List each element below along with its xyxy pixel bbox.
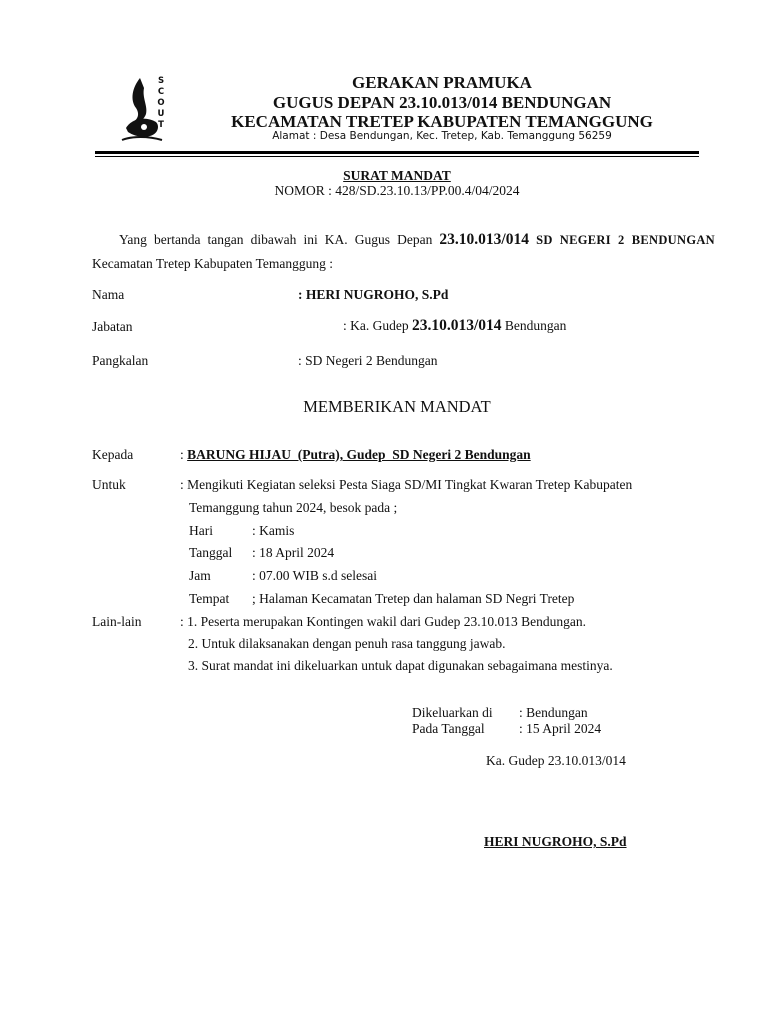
header-rule-thick xyxy=(95,151,699,154)
detail-value: : 07.00 WIB s.d selesai xyxy=(252,568,377,583)
lain-item: : 1. Peserta merupakan Kontingen wakil dari Gudep 23.10.013 Bendungan. xyxy=(180,614,587,629)
intro-suffix: Kecamatan Tretep Kabupaten Temanggung : xyxy=(92,256,333,271)
lain-item: 3. Surat mandat ini dikeluarkan untuk dapat digunakan sebagaimana mestinya. xyxy=(188,658,613,673)
header-gudep: GUGUS DEPAN 23.10.013/014 BENDUNGAN xyxy=(272,93,612,112)
kepada-colon: : xyxy=(180,447,184,462)
detail-label: Tempat xyxy=(189,591,230,606)
issued-date-value: : 15 April 2024 xyxy=(519,721,602,736)
untuk-line1: : Mengikuti Kegiatan seleksi Pesta Siaga SD/MI Tingkat Kwaran Tretep Kabupaten xyxy=(180,477,633,492)
issued-date-label: Pada Tanggal xyxy=(412,721,485,736)
untuk-label: Untuk xyxy=(92,477,126,492)
kepada-value: BARUNG HIJAU (Putra), Gudep SD Negeri 2 Bendungan xyxy=(187,447,531,462)
untuk-line2: Temanggung tahun 2024, besok pada ; xyxy=(189,500,398,515)
issued-place-value: : Bendungan xyxy=(519,705,588,720)
header-rule-thin xyxy=(95,156,699,157)
document-title: SURAT MANDAT xyxy=(343,168,451,183)
intro-paragraph xyxy=(92,228,715,276)
nama-label: Nama xyxy=(92,287,125,302)
issued-place-label: Dikeluarkan di xyxy=(412,705,493,720)
jabatan-value xyxy=(343,317,566,335)
jabatan-suffix: Bendungan xyxy=(504,318,567,333)
nama-value: : HERI NUGROHO, S.Pd xyxy=(298,287,449,302)
scout-logo-text: SCOUT xyxy=(157,76,165,130)
jabatan-gudep: 23.10.013/014 xyxy=(411,317,502,334)
intro-school: SD NEGERI 2 BENDUNGAN xyxy=(536,233,716,247)
signer-title: Ka. Gudep 23.10.013/014 xyxy=(486,753,626,768)
lain-item: 2. Untuk dilaksanakan dengan penuh rasa tanggung jawab. xyxy=(188,636,506,651)
intro-prefix: Yang bertanda tangan dibawah ini KA. Gugus Depan xyxy=(119,232,433,247)
detail-value: : 18 April 2024 xyxy=(252,545,335,560)
document-number: NOMOR : 428/SD.23.10.13/PP.00.4/04/2024 xyxy=(274,183,520,198)
pangkalan-value: : SD Negeri 2 Bendungan xyxy=(298,353,438,368)
scout-logo xyxy=(118,74,178,150)
intro-gudep: 23.10.013/014 xyxy=(439,231,529,248)
signer-name: HERI NUGROHO, S.Pd xyxy=(484,834,627,849)
header-kecamatan: KECAMATAN TRETEP KABUPATEN TEMANGGUNG xyxy=(231,112,653,131)
header-address: Alamat : Desa Bendungan, Kec. Tretep, Kab. Temanggung 56259 xyxy=(272,130,612,142)
kepada-label: Kepada xyxy=(92,447,134,462)
detail-label: Hari xyxy=(189,523,213,538)
detail-value: : Kamis xyxy=(252,523,295,538)
detail-label: Tanggal xyxy=(189,545,233,560)
header-org-name: GERAKAN PRAMUKA xyxy=(352,73,532,92)
detail-label: Jam xyxy=(189,568,211,583)
scout-logo-icon xyxy=(118,74,178,150)
jabatan-label: Jabatan xyxy=(92,319,133,334)
jabatan-prefix: : Ka. Gudep xyxy=(343,318,409,333)
pangkalan-label: Pangkalan xyxy=(92,353,149,368)
kepada-value-row xyxy=(180,447,531,463)
lain-label: Lain-lain xyxy=(92,614,142,629)
mandate-heading: MEMBERIKAN MANDAT xyxy=(303,397,491,416)
detail-value: ; Halaman Kecamatan Tretep dan halaman SD Negri Tretep xyxy=(252,591,575,606)
